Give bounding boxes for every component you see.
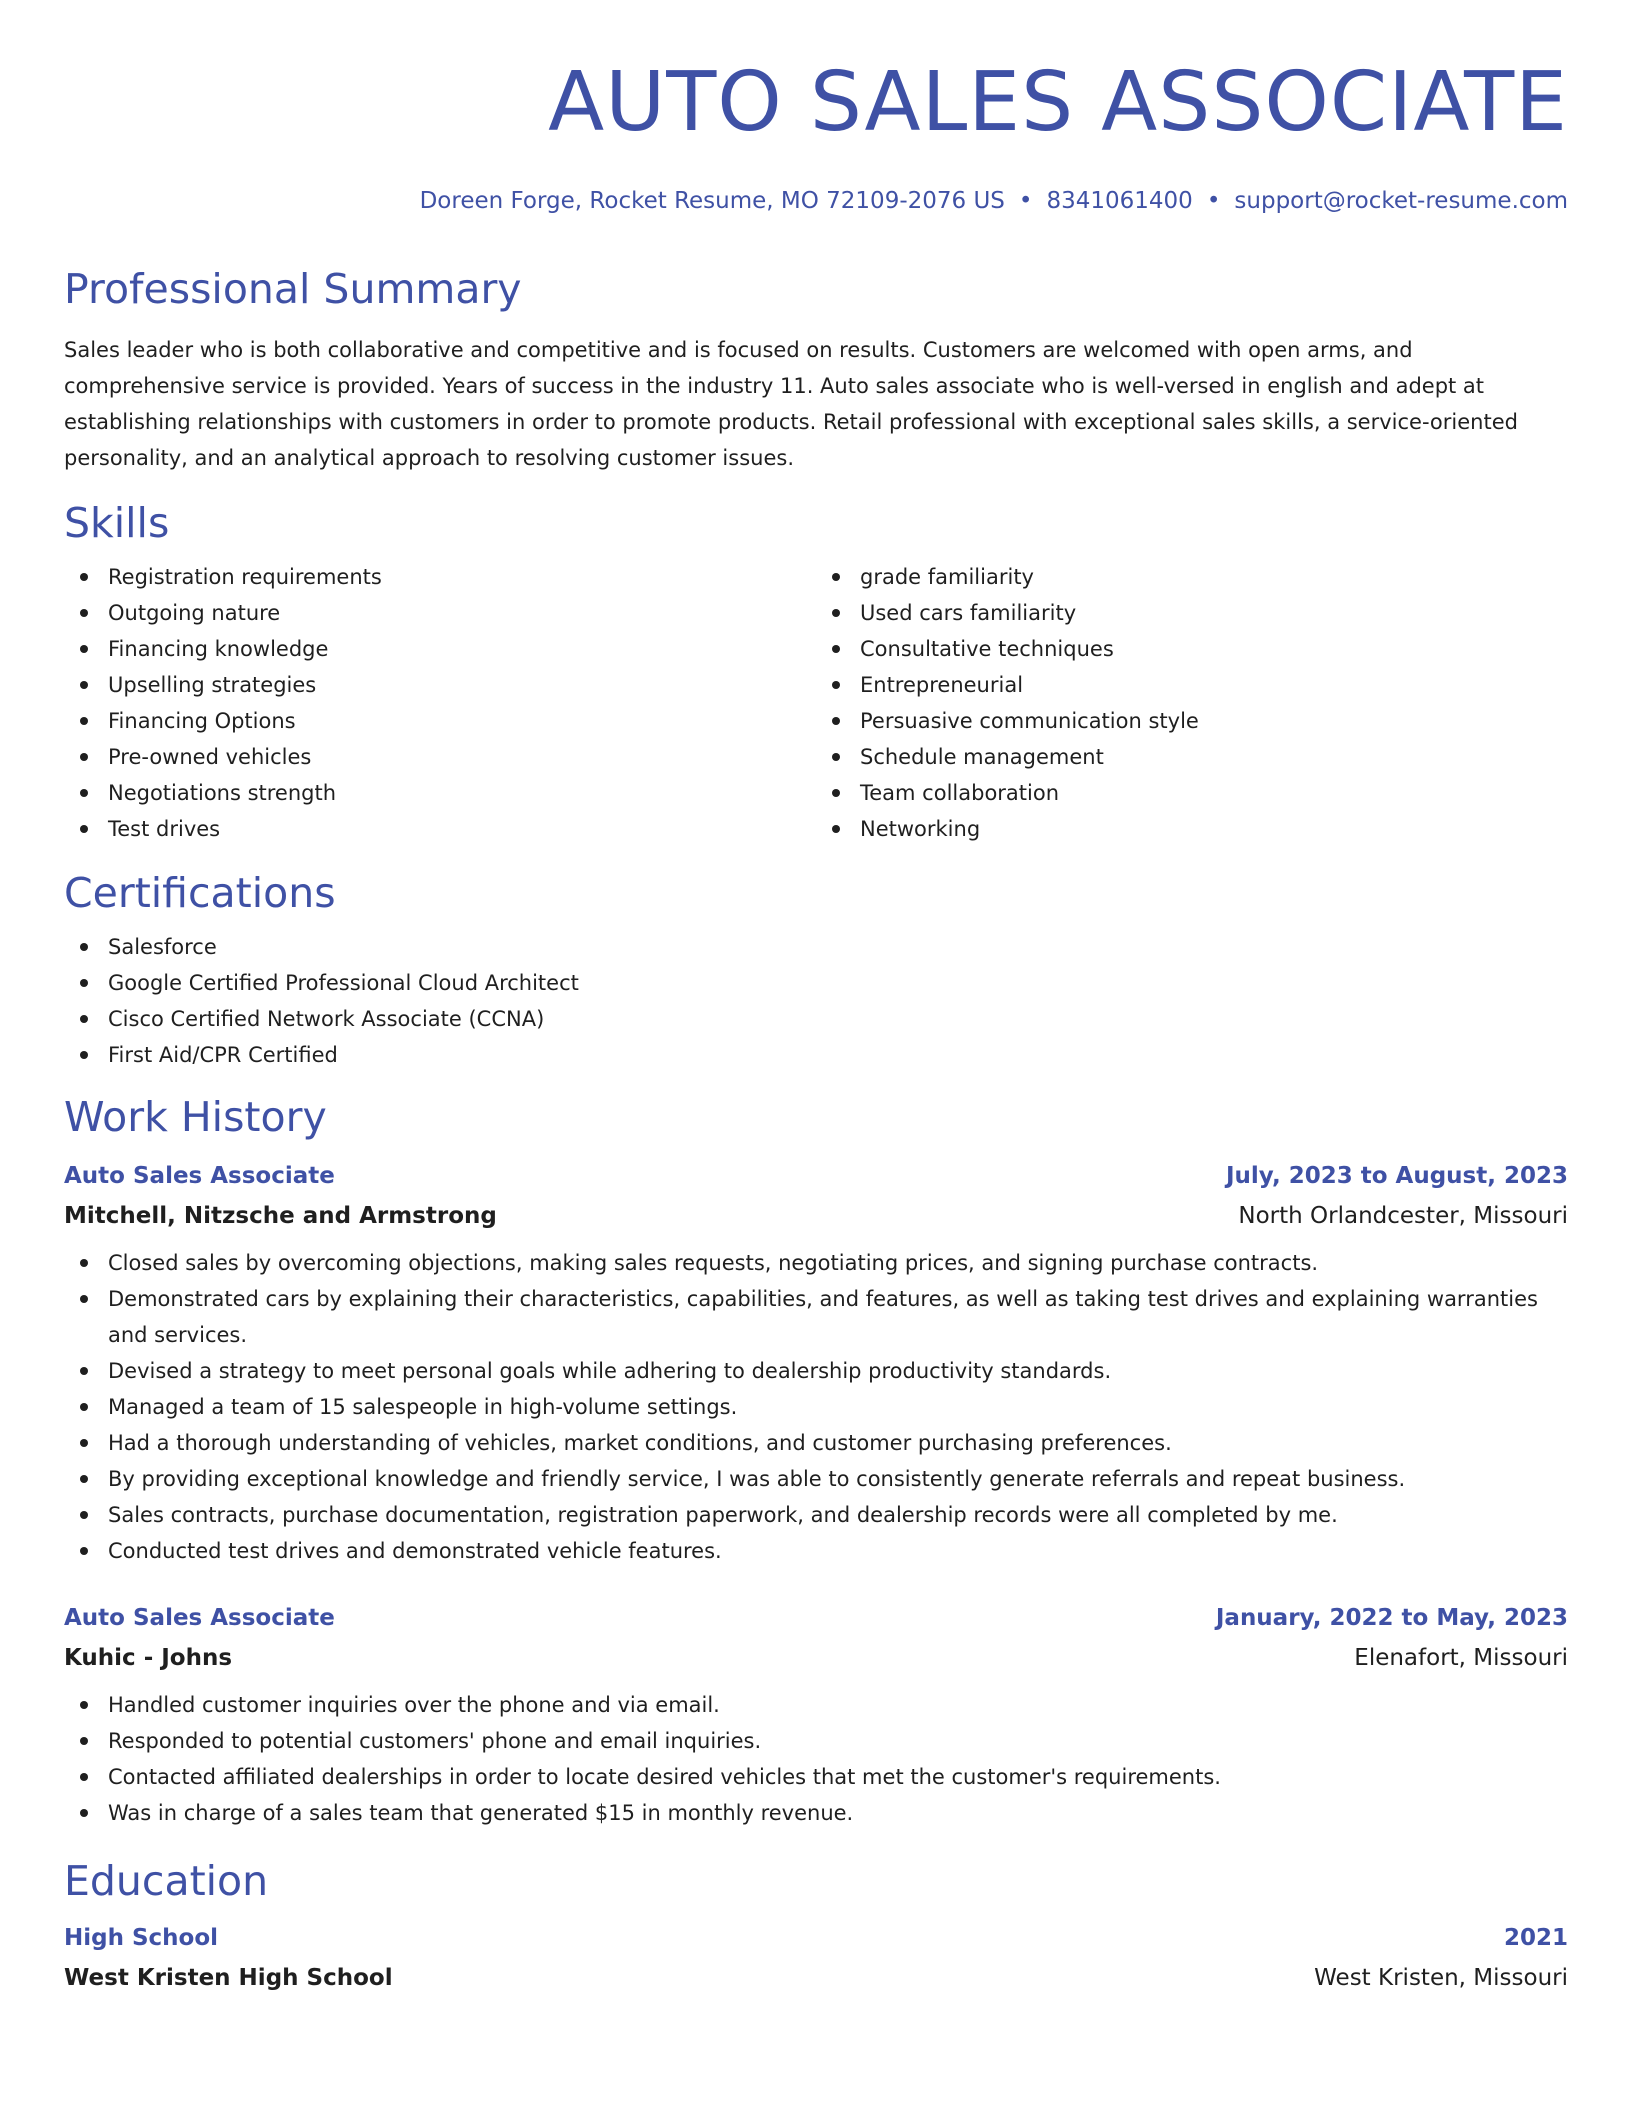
skills-section: [64, 499, 1568, 847]
job-location: Elenafort, Missouri: [1354, 1645, 1568, 1671]
skill-label: Outgoing nature: [108, 601, 281, 625]
job-bullet: [64, 1795, 1568, 1831]
skill-item: [816, 595, 1568, 631]
job-bullet: [64, 1461, 1568, 1497]
bullet-icon: [80, 1367, 88, 1375]
skill-item: [64, 739, 816, 775]
bullet-icon: [80, 717, 88, 725]
skill-label: Team collaboration: [860, 781, 1060, 805]
job-dates: July, 2023 to August, 2023: [1225, 1163, 1568, 1189]
bullet-icon: [80, 825, 88, 833]
skill-item: [816, 739, 1568, 775]
skills-right-list: [816, 559, 1568, 847]
bullet-icon: [80, 1511, 88, 1519]
skill-item: [816, 559, 1568, 595]
job-bullet: [64, 1759, 1568, 1795]
job-bullets: [64, 1687, 1568, 1831]
education-header: [64, 1923, 1568, 1953]
job-bullet-text: By providing exceptional knowledge and friendly service, I was able to consistently generate referrals and repeat business.: [108, 1467, 1406, 1491]
bullet-icon: [80, 573, 88, 581]
job-header: [64, 1603, 1568, 1633]
education-entry: [64, 1923, 1568, 1993]
education-heading: Education: [64, 1857, 269, 1905]
job-bullets: [64, 1245, 1568, 1569]
skill-label: Financing knowledge: [108, 637, 329, 661]
job-bullet: [64, 1353, 1568, 1389]
resume-title: AUTO SALES ASSOCIATE: [548, 55, 1568, 150]
skill-label: Registration requirements: [108, 565, 382, 589]
bullet-icon: [80, 681, 88, 689]
certification-label: Salesforce: [108, 935, 217, 959]
contact-phone: 8341061400: [1046, 188, 1193, 214]
job-bullet: [64, 1533, 1568, 1569]
skill-item: [816, 775, 1568, 811]
skill-item: [816, 811, 1568, 847]
job-bullet-text: Handled customer inquiries over the phone and via email.: [108, 1693, 720, 1717]
job-bullet-text: Conducted test drives and demonstrated vehicle features.: [108, 1539, 722, 1563]
job-bullet: [64, 1723, 1568, 1759]
bullet-icon: [80, 1737, 88, 1745]
bullet-icon: [80, 1051, 88, 1059]
bullet-icon: [80, 979, 88, 987]
skill-label: Used cars familiarity: [860, 601, 1077, 625]
summary-section: [64, 265, 1568, 476]
job-company: Mitchell, Nitzsche and Armstrong: [64, 1203, 497, 1229]
certification-item: [64, 1001, 1568, 1037]
job-bullet-text: Devised a strategy to meet personal goals while adhering to dealership productivity standards.: [108, 1359, 1112, 1383]
skill-label: Test drives: [108, 817, 221, 841]
education-school: West Kristen High School: [64, 1965, 393, 1991]
summary-text: Sales leader who is both collaborative and competitive and is focused on results. Customers are welcomed with open arms, and comprehensive service is provided. Years of success in the industry 11. Auto sales associate who is well-versed in english and adept at establishing relationships with customers in order to promote products. Retail professional with exceptional sales skills, a service-oriented personality, and an analytical approach to resolving customer issues.: [64, 338, 1518, 470]
certifications-section: [64, 869, 1568, 1073]
bullet-icon: [80, 1809, 88, 1817]
job-company: Kuhic - Johns: [64, 1645, 233, 1671]
bullet-icon: [80, 1259, 88, 1267]
job-bullet-text: Demonstrated cars by explaining their characteristics, capabilities, and features, as well as taking test drives and explaining warranties and services.: [108, 1287, 1538, 1347]
certification-item: [64, 965, 1568, 1001]
education-year: 2021: [1503, 1925, 1568, 1951]
bullet-icon: [832, 609, 840, 617]
skill-item: [64, 667, 816, 703]
bullet-icon: [80, 1773, 88, 1781]
bullet-icon: [80, 609, 88, 617]
skill-label: Consultative techniques: [860, 637, 1114, 661]
summary-heading: Professional Summary: [64, 265, 522, 313]
contact-separator: •: [1018, 188, 1033, 214]
skill-label: Persuasive communication style: [860, 709, 1199, 733]
bullet-icon: [832, 573, 840, 581]
certifications-heading: Certifications: [64, 869, 336, 917]
bullet-icon: [832, 681, 840, 689]
bullet-icon: [80, 1547, 88, 1555]
job-header: [64, 1161, 1568, 1191]
job-subheader: [64, 1643, 1568, 1673]
education-subheader: [64, 1963, 1568, 1993]
skill-item: [64, 811, 816, 847]
skill-label: Networking: [860, 817, 981, 841]
job-bullet: [64, 1281, 1568, 1353]
bullet-icon: [80, 789, 88, 797]
bullet-icon: [80, 1475, 88, 1483]
skill-item: [64, 703, 816, 739]
job-title: Auto Sales Associate: [64, 1163, 335, 1189]
skill-item: [816, 631, 1568, 667]
job-entry: [64, 1603, 1568, 1831]
certification-item: [64, 929, 1568, 965]
bullet-icon: [80, 753, 88, 761]
skill-label: Schedule management: [860, 745, 1104, 769]
certification-label: Google Certified Professional Cloud Architect: [108, 971, 579, 995]
contact-email: support@rocket-resume.com: [1234, 188, 1568, 214]
certification-label: First Aid/CPR Certified: [108, 1043, 338, 1067]
certifications-list: [64, 929, 1568, 1073]
job-bullet-text: Closed sales by overcoming objections, making sales requests, negotiating prices, and signing purchase contracts.: [108, 1251, 1319, 1275]
job-bullet-text: Sales contracts, purchase documentation, registration paperwork, and dealership records were all completed by me.: [108, 1503, 1338, 1527]
job-bullet: [64, 1687, 1568, 1723]
bullet-icon: [832, 753, 840, 761]
bullet-icon: [832, 789, 840, 797]
skill-label: Upselling strategies: [108, 673, 317, 697]
certification-item: [64, 1037, 1568, 1073]
skill-item: [816, 667, 1568, 703]
job-entry: [64, 1161, 1568, 1569]
skills-heading: Skills: [64, 499, 170, 547]
work-history-heading: Work History: [64, 1093, 327, 1141]
job-bullet-text: Contacted affiliated dealerships in order to locate desired vehicles that met the customer's requirements.: [108, 1765, 1221, 1789]
job-subheader: [64, 1201, 1568, 1231]
job-bullet: [64, 1425, 1568, 1461]
skill-label: Entrepreneurial: [860, 673, 1024, 697]
bullet-icon: [832, 825, 840, 833]
job-bullet: [64, 1389, 1568, 1425]
skill-label: Negotiations strength: [108, 781, 337, 805]
work-history-section: [64, 1093, 1568, 1831]
job-dates: January, 2022 to May, 2023: [1215, 1605, 1568, 1631]
job-bullet: [64, 1497, 1568, 1533]
job-bullet-text: Was in charge of a sales team that generated $15 in monthly revenue.: [108, 1801, 854, 1825]
skill-item: [64, 775, 816, 811]
skills-left-list: [64, 559, 816, 847]
bullet-icon: [80, 1295, 88, 1303]
skill-label: Financing Options: [108, 709, 296, 733]
job-location: North Orlandcester, Missouri: [1238, 1203, 1568, 1229]
skill-item: [64, 631, 816, 667]
education-location: West Kristen, Missouri: [1314, 1965, 1568, 1991]
contact-line: [64, 187, 1568, 215]
bullet-icon: [80, 1439, 88, 1447]
skill-label: grade familiarity: [860, 565, 1034, 589]
job-bullet: [64, 1245, 1568, 1281]
job-bullet-text: Responded to potential customers' phone and email inquiries.: [108, 1729, 762, 1753]
bullet-icon: [80, 1403, 88, 1411]
bullet-icon: [80, 943, 88, 951]
bullet-icon: [80, 1015, 88, 1023]
skill-item: [816, 703, 1568, 739]
skill-label: Pre-owned vehicles: [108, 745, 312, 769]
skills-grid: [64, 559, 1568, 847]
job-bullet-text: Had a thorough understanding of vehicles, market conditions, and customer purchasing preferences.: [108, 1431, 1172, 1455]
bullet-icon: [832, 645, 840, 653]
bullet-icon: [80, 645, 88, 653]
education-degree: High School: [64, 1925, 219, 1951]
skill-item: [64, 595, 816, 631]
education-section: [64, 1857, 1568, 1993]
bullet-icon: [80, 1701, 88, 1709]
job-title: Auto Sales Associate: [64, 1605, 335, 1631]
skill-item: [64, 559, 816, 595]
bullet-icon: [832, 717, 840, 725]
contact-separator: •: [1206, 188, 1221, 214]
contact-address: Doreen Forge, Rocket Resume, MO 72109-2076 US: [419, 188, 1005, 214]
certification-label: Cisco Certified Network Associate (CCNA): [108, 1007, 545, 1031]
job-bullet-text: Managed a team of 15 salespeople in high-volume settings.: [108, 1395, 738, 1419]
